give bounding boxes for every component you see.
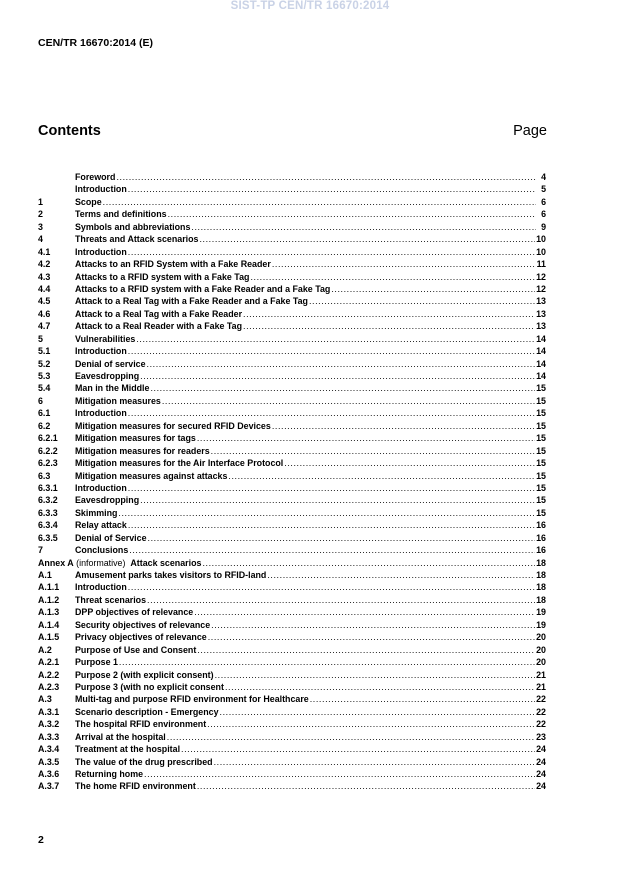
toc-entry-title: Multi-tag and purpose RFID environment for Healthcare: [75, 694, 309, 705]
toc-entry-title: Relay attack: [75, 520, 127, 531]
toc-entry[interactable]: [38, 581, 546, 593]
toc-entry-number: 6.2.2: [38, 445, 58, 456]
dot-leader: [207, 718, 535, 730]
toc-entry[interactable]: [38, 183, 546, 195]
toc-entry[interactable]: [38, 594, 546, 606]
toc-entry-page: 9: [541, 221, 546, 232]
toc-entry-title: Introduction: [75, 246, 127, 257]
toc-entry[interactable]: [38, 221, 546, 233]
toc-entry[interactable]: [38, 208, 546, 220]
toc-entry-title: DPP objectives of relevance: [75, 607, 194, 618]
toc-entry-title: Denial of Service: [75, 532, 147, 543]
toc-entry-number: A.2.3: [38, 681, 60, 692]
toc-entry[interactable]: [38, 171, 546, 183]
dot-leader: [128, 407, 535, 419]
toc-entry-page: 19: [536, 619, 546, 630]
toc-entry-title: Returning home: [75, 769, 144, 779]
dot-leader: [272, 420, 535, 432]
toc-entry-number: 6.2.1: [38, 433, 58, 444]
dot-leader: [211, 619, 535, 631]
toc-entry-title: Introduction: [75, 184, 127, 195]
dot-leader: [225, 681, 535, 693]
page-title: Contents: [38, 123, 101, 139]
toc-entry-number: A.3.4: [38, 744, 60, 755]
toc-entry-number: A.1.1: [38, 582, 60, 593]
toc-entry-number: 6: [38, 395, 43, 406]
toc-entry-number: A.3.6: [38, 769, 60, 779]
toc-entry-page: 15: [536, 458, 546, 469]
dot-leader: [181, 743, 535, 755]
toc-entry-title: Vulnerabilities: [75, 333, 136, 344]
dot-leader: [116, 171, 536, 183]
toc-entry-number: 6.3.2: [38, 495, 58, 506]
toc-entry[interactable]: [38, 693, 546, 705]
toc-entry[interactable]: [38, 333, 546, 345]
dot-leader: [128, 519, 535, 531]
dot-leader: [194, 606, 535, 618]
toc-entry[interactable]: [38, 557, 546, 569]
toc-entry-title: Security objectives of relevance: [75, 619, 211, 630]
toc-entry[interactable]: [38, 345, 546, 357]
dot-leader: [144, 768, 535, 780]
toc-entry-page: 14: [536, 371, 546, 381]
toc-entry[interactable]: [38, 271, 546, 283]
dot-leader: [150, 382, 535, 394]
toc-entry-page: 22: [536, 706, 546, 717]
toc-entry[interactable]: [38, 619, 546, 631]
dot-leader: [208, 631, 535, 643]
toc-entry-page: 12: [536, 283, 546, 294]
toc-entry[interactable]: [38, 780, 546, 792]
toc-entry[interactable]: [38, 669, 546, 681]
dot-leader: [272, 258, 536, 270]
toc-entry-page: 13: [536, 321, 546, 332]
toc-entry-page: 6: [541, 196, 546, 207]
toc-entry-number: 4.2: [38, 259, 51, 270]
toc-entry-title: Denial of service: [75, 358, 146, 369]
toc-entry[interactable]: [38, 768, 546, 780]
toc-entry-title: Mitigation measures for secured RFID Devices: [75, 420, 271, 431]
toc-entry-page: 10: [536, 234, 546, 245]
toc-entry-title: Attack to a Real Tag with a Fake Reader: [75, 308, 243, 319]
toc-entry[interactable]: [38, 507, 546, 519]
toc-entry-page: 21: [536, 681, 546, 692]
toc-entry-title: Attacks to an RFID System with a Fake Reader: [75, 259, 271, 270]
toc-entry-number: 6.3: [38, 470, 51, 481]
toc-entry-number: A.3.5: [38, 756, 60, 767]
toc-entry-number: 5.4: [38, 383, 51, 394]
toc-entry-page: 13: [536, 296, 546, 307]
toc-entry[interactable]: [38, 283, 546, 295]
toc-entry[interactable]: [38, 644, 546, 656]
dot-leader: [128, 246, 535, 258]
toc-entry-title: Treatment at the hospital: [75, 744, 181, 755]
dot-leader: [162, 395, 535, 407]
toc-entry-page: 24: [536, 781, 546, 792]
toc-entry[interactable]: [38, 320, 546, 332]
dot-leader: [197, 780, 535, 792]
toc-entry-title: Eavesdropping: [75, 495, 140, 506]
toc-entry-title: Foreword: [75, 172, 116, 182]
annex-normative-status: (informative): [73, 557, 131, 568]
toc-entry-title: Threats and Attack scenarios: [75, 234, 199, 245]
toc-entry[interactable]: [38, 445, 546, 457]
toc-entry[interactable]: [38, 532, 546, 544]
toc-entry-page: 11: [536, 259, 546, 270]
toc-entry-title: The hospital RFID environment: [75, 719, 207, 730]
toc-entry-page: 19: [536, 607, 546, 618]
annex-title: Attack scenarios: [130, 557, 202, 568]
toc-entry-page: 15: [536, 395, 546, 406]
toc-entry-page: 16: [536, 532, 546, 543]
toc-entry-page: 20: [536, 632, 546, 643]
toc-entry-page: 14: [536, 346, 546, 357]
toc-entry[interactable]: [38, 382, 546, 394]
toc-entry-number: A.2: [38, 644, 52, 655]
toc-entry-page: 24: [536, 744, 546, 755]
toc-entry-number: A.3.3: [38, 731, 60, 742]
toc-entry-number: 5.1: [38, 346, 51, 357]
toc-entry-page: 22: [536, 719, 546, 730]
dot-leader: [128, 581, 535, 593]
toc-entry[interactable]: [38, 756, 546, 768]
toc-entry-number: 4: [38, 234, 43, 245]
toc-entry[interactable]: [38, 519, 546, 531]
dot-leader: [147, 594, 535, 606]
toc-entry-number: 6.2: [38, 420, 51, 431]
watermark: SIST-TP CEN/TR 16670:2014: [230, 0, 390, 12]
toc-entry-title: Privacy objectives of relevance: [75, 632, 207, 643]
toc-entry[interactable]: [38, 606, 546, 618]
toc-entry-number: 5.3: [38, 371, 51, 381]
toc-entry-number: 5.2: [38, 358, 51, 369]
toc-entry-title: Attacks to a RFID system with a Fake Reader and a Fake Tag: [75, 283, 331, 294]
toc-entry-title: Threat scenarios: [75, 594, 147, 605]
toc-entry[interactable]: [38, 420, 546, 432]
dot-leader: [148, 532, 536, 544]
toc-entry-page: 6: [541, 209, 546, 220]
toc-entry-number: A.2.1: [38, 657, 60, 668]
toc-entry-page: 15: [536, 420, 546, 431]
toc-entry-number: A.1.5: [38, 632, 60, 643]
toc-entry[interactable]: [38, 233, 546, 245]
footer-page-number: 2: [38, 834, 44, 846]
toc-entry-page: 21: [536, 669, 546, 680]
toc-entry-number: 4.4: [38, 283, 51, 294]
toc-entry-title: Mitigation measures for the Air Interface Protocol: [75, 458, 284, 469]
toc-entry[interactable]: [38, 631, 546, 643]
toc-entry-page: 13: [536, 308, 546, 319]
toc-entry-page: 24: [536, 769, 546, 779]
dot-leader: [243, 320, 535, 332]
toc-entry[interactable]: [38, 656, 546, 668]
toc-entry-number: 3: [38, 221, 43, 232]
dot-leader: [168, 208, 536, 220]
toc-entry-number: 6.3.5: [38, 532, 58, 543]
toc-entry-page: 15: [536, 383, 546, 394]
toc-entry[interactable]: [38, 457, 546, 469]
toc-entry-title: Attacks to a RFID system with a Fake Tag: [75, 271, 250, 282]
toc-entry-title: Purpose 1: [75, 657, 118, 668]
dot-leader: [214, 756, 536, 768]
toc-entry[interactable]: [38, 358, 546, 370]
toc-entry-number: 1: [38, 196, 43, 207]
dot-leader: [267, 569, 535, 581]
toc-entry[interactable]: [38, 494, 546, 506]
toc-entry-number: 6.1: [38, 408, 51, 419]
toc-entry-title: Purpose 2 (with explicit consent): [75, 669, 214, 680]
dot-leader: [197, 644, 535, 656]
toc-entry-number: 7: [38, 545, 43, 556]
dot-leader: [197, 432, 535, 444]
toc-entry-title: Conclusions: [75, 545, 129, 556]
dot-leader: [103, 196, 536, 208]
dot-leader: [118, 507, 535, 519]
document-id: CEN/TR 16670:2014 (E): [38, 37, 153, 49]
toc-entry[interactable]: [38, 718, 546, 730]
toc-entry-page: 16: [536, 545, 546, 556]
dot-leader: [191, 221, 536, 233]
dot-leader: [211, 445, 535, 457]
toc-entry-title: Amusement parks takes visitors to RFID-land: [75, 570, 267, 580]
dot-leader: [228, 470, 535, 482]
toc-entry-number: A.3.7: [38, 781, 60, 792]
toc-entry-page: 20: [536, 644, 546, 655]
toc-entry-title: Terms and definitions: [75, 209, 167, 220]
dot-leader: [167, 731, 535, 743]
toc-entry-number: 4.1: [38, 246, 51, 257]
toc-entry-number: 6.2.3: [38, 458, 58, 469]
toc-entry-number: A.3.2: [38, 719, 60, 730]
toc-entry-title: [38, 557, 201, 569]
toc-entry[interactable]: [38, 743, 546, 755]
dot-leader: [284, 457, 535, 469]
toc-entry-title: Mitigation measures against attacks: [75, 470, 228, 481]
toc-entry-page: 10: [536, 246, 546, 257]
toc-entry-title: Attack to a Real Tag with a Fake Reader and a Fake Tag: [75, 296, 308, 307]
toc-entry-number: 6.3.4: [38, 520, 58, 531]
toc-entry[interactable]: [38, 246, 546, 258]
dot-leader: [129, 544, 535, 556]
toc-entry-title: Introduction: [75, 408, 127, 419]
dot-leader: [140, 370, 535, 382]
toc-entry-title: Symbols and abbreviations: [75, 221, 191, 232]
dot-leader: [202, 557, 535, 569]
toc-entry-page: 15: [536, 470, 546, 481]
toc-entry-title: The home RFID environment: [75, 781, 196, 792]
toc-entry-number: 4.3: [38, 271, 51, 282]
toc-entry-page: 24: [536, 756, 546, 767]
page-column-label: Page: [513, 123, 547, 139]
dot-leader: [140, 494, 535, 506]
toc-entry-number: A.1.2: [38, 594, 60, 605]
dot-leader: [128, 345, 535, 357]
toc-entry-title: Introduction: [75, 582, 127, 593]
toc-entry-page: 18: [536, 594, 546, 605]
toc-entry[interactable]: [38, 407, 546, 419]
toc-entry-page: 15: [536, 495, 546, 506]
toc-entry-number: A.1: [38, 570, 52, 580]
toc-entry-title: Mitigation measures: [75, 395, 161, 406]
toc-entry-number: 6.3.3: [38, 507, 58, 518]
toc-entry[interactable]: [38, 731, 546, 743]
toc-entry[interactable]: [38, 308, 546, 320]
toc-entry[interactable]: [38, 258, 546, 270]
toc-entry-title: Mitigation measures for tags: [75, 433, 196, 444]
dot-leader: [243, 308, 535, 320]
toc-entry-title: Purpose of Use and Consent: [75, 644, 197, 655]
toc-entry-number: 5: [38, 333, 43, 344]
dot-leader: [331, 283, 535, 295]
toc-entry-number: A.1.3: [38, 607, 60, 618]
toc-entry-title: Purpose 3 (with no explicit consent: [75, 681, 224, 692]
dot-leader: [147, 358, 536, 370]
annex-label: Annex A: [38, 557, 74, 568]
toc-entry-page: 14: [536, 358, 546, 369]
dot-leader: [199, 233, 535, 245]
dot-leader: [136, 333, 535, 345]
table-of-contents: [38, 171, 546, 793]
toc-entry-title: Scenario description - Emergency: [75, 706, 219, 717]
dot-leader: [309, 295, 535, 307]
toc-entry[interactable]: [38, 370, 546, 382]
toc-entry[interactable]: [38, 295, 546, 307]
toc-entry-page: 18: [536, 570, 546, 580]
toc-entry-page: 5: [541, 184, 546, 195]
toc-entry-number: A.1.4: [38, 619, 60, 630]
toc-entry-title: Skimming: [75, 507, 118, 518]
toc-entry-title: Introduction: [75, 346, 127, 357]
toc-entry-page: 15: [536, 408, 546, 419]
toc-entry-page: 23: [536, 731, 546, 742]
toc-entry-title: Man in the Middle: [75, 383, 150, 394]
toc-entry-page: 20: [536, 657, 546, 668]
toc-entry-number: 4.6: [38, 308, 51, 319]
toc-entry-title: Arrival at the hospital: [75, 731, 166, 742]
toc-entry-number: 4.5: [38, 296, 51, 307]
toc-entry[interactable]: [38, 681, 546, 693]
toc-entry-title: Mitigation measures for readers: [75, 445, 210, 456]
toc-entry[interactable]: [38, 544, 546, 556]
toc-entry[interactable]: [38, 470, 546, 482]
dot-leader: [220, 706, 536, 718]
toc-entry-page: 18: [536, 557, 546, 568]
toc-entry-title: Eavesdropping: [75, 371, 140, 381]
toc-entry-number: A.3: [38, 694, 52, 705]
toc-entry-title: The value of the drug prescribed: [75, 756, 213, 767]
dot-leader: [250, 271, 535, 283]
toc-entry[interactable]: [38, 196, 546, 208]
toc-entry-title: Attack to a Real Reader with a Fake Tag: [75, 321, 243, 332]
toc-entry[interactable]: [38, 395, 546, 407]
toc-entry-page: 4: [541, 172, 546, 182]
toc-entry-page: 15: [536, 445, 546, 456]
toc-entry-page: 15: [536, 482, 546, 493]
toc-entry[interactable]: [38, 432, 546, 444]
toc-entry-title: Scope: [75, 196, 102, 207]
toc-entry-number: 4.7: [38, 321, 51, 332]
toc-entry-title: Introduction: [75, 482, 127, 493]
toc-entry-page: 22: [536, 694, 546, 705]
toc-entry-number: A.3.1: [38, 706, 60, 717]
toc-entry[interactable]: [38, 569, 546, 581]
toc-entry-number: A.2.2: [38, 669, 60, 680]
toc-entry-number: 2: [38, 209, 43, 220]
toc-entry-page: 12: [536, 271, 546, 282]
toc-entry-page: 18: [536, 582, 546, 593]
toc-entry-page: 16: [536, 520, 546, 531]
toc-entry[interactable]: [38, 482, 546, 494]
dot-leader: [215, 669, 536, 681]
dot-leader: [119, 656, 535, 668]
toc-entry-page: 15: [536, 507, 546, 518]
toc-entry-number: 6.3.1: [38, 482, 58, 493]
dot-leader: [310, 693, 535, 705]
dot-leader: [128, 183, 536, 195]
dot-leader: [128, 482, 535, 494]
toc-entry-page: 15: [536, 433, 546, 444]
toc-entry[interactable]: [38, 706, 546, 718]
toc-entry-page: 14: [536, 333, 546, 344]
